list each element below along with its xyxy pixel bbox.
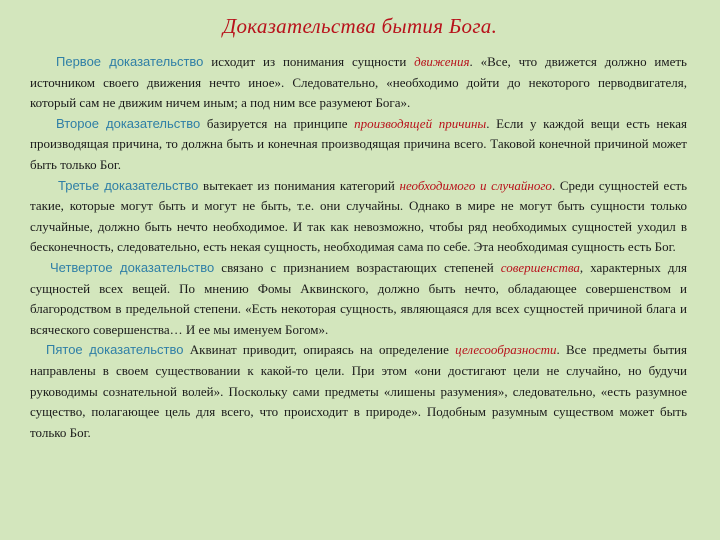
text: . «Все, что движется должно иметь источником своего движения нечто иное». Следовательно, «необходимо дойти до некоторого перводвигателя, который сам не движим ничем иным; а под ним все разумеют Бога». xyxy=(30,54,687,111)
text: . Среди сущностей есть такие, которые могут быть и могут не быть, т.е. они случайны. Однако в мире не могут быть сущности только случайные, должно быть нечто необходимое. И так как невозможно, чтобы ряд необходимых сущностей уходил в бесконечность, следовательно, есть некая сущность, необходимая сама по себе. Эта необходимая сущность есть Бог. xyxy=(30,177,688,255)
text: , характерных для сущностей всех вещей. По мнению Фомы Аквинского, должно быть нечто, обладающее совершенством и благородством в предельной степени. «Есть некоторая сущность, являющаяся для всех сущностей причиной блага и всяческого совершенства… И ее мы именуем Богом». xyxy=(30,259,687,337)
highlight-term: движения xyxy=(414,54,470,69)
text: . Если у каждой вещи есть некая производящая причина, то должна быть и конечная производящая причина всего. Таковой конечной причиной может быть только Бог. xyxy=(30,115,688,172)
text: исходит из понимания сущности xyxy=(203,54,415,69)
highlight-term: необходимого и случайного xyxy=(399,177,552,193)
lead-second-proof: Второе доказательство xyxy=(56,115,201,131)
text: вытекает из понимания категорий xyxy=(198,177,400,193)
lead-fifth-proof: Пятое доказательство xyxy=(46,342,184,358)
highlight-term: производящей причины xyxy=(354,115,487,131)
text: базируется на принципе xyxy=(200,115,355,131)
lead-third-proof: Третье доказательство xyxy=(58,177,199,193)
paragraph-first-proof xyxy=(30,52,687,114)
highlight-term: целесообразности xyxy=(455,342,557,358)
paragraph-fourth-proof xyxy=(30,258,687,340)
paragraph-fifth-proof xyxy=(30,340,687,443)
text: связано с признанием возрастающих степеней xyxy=(214,259,501,275)
paragraph-second-proof xyxy=(30,114,687,176)
text: Аквинат приводит, опираясь на определение xyxy=(183,342,456,358)
page-title: Доказательства бытия Бога. xyxy=(222,14,498,38)
paragraph-third-proof xyxy=(30,176,687,258)
lead-first-proof: Первое доказательство xyxy=(56,54,204,69)
text: . Все предметы бытия направлены в своем существовании к какой-то цели. При этом «они достигают цели не случайно, но будучи руководимы сознательной волей». Поскольку сами предметы «лишены разумения», следовательно, «есть разумное существо, полагающее цель для всего, что происходит в природе». Подобным разумным существом может быть только Бог. xyxy=(30,342,687,440)
highlight-term: совершенства xyxy=(500,259,580,275)
slide-body xyxy=(30,52,687,443)
lead-fourth-proof: Четвертое доказательство xyxy=(50,259,215,275)
